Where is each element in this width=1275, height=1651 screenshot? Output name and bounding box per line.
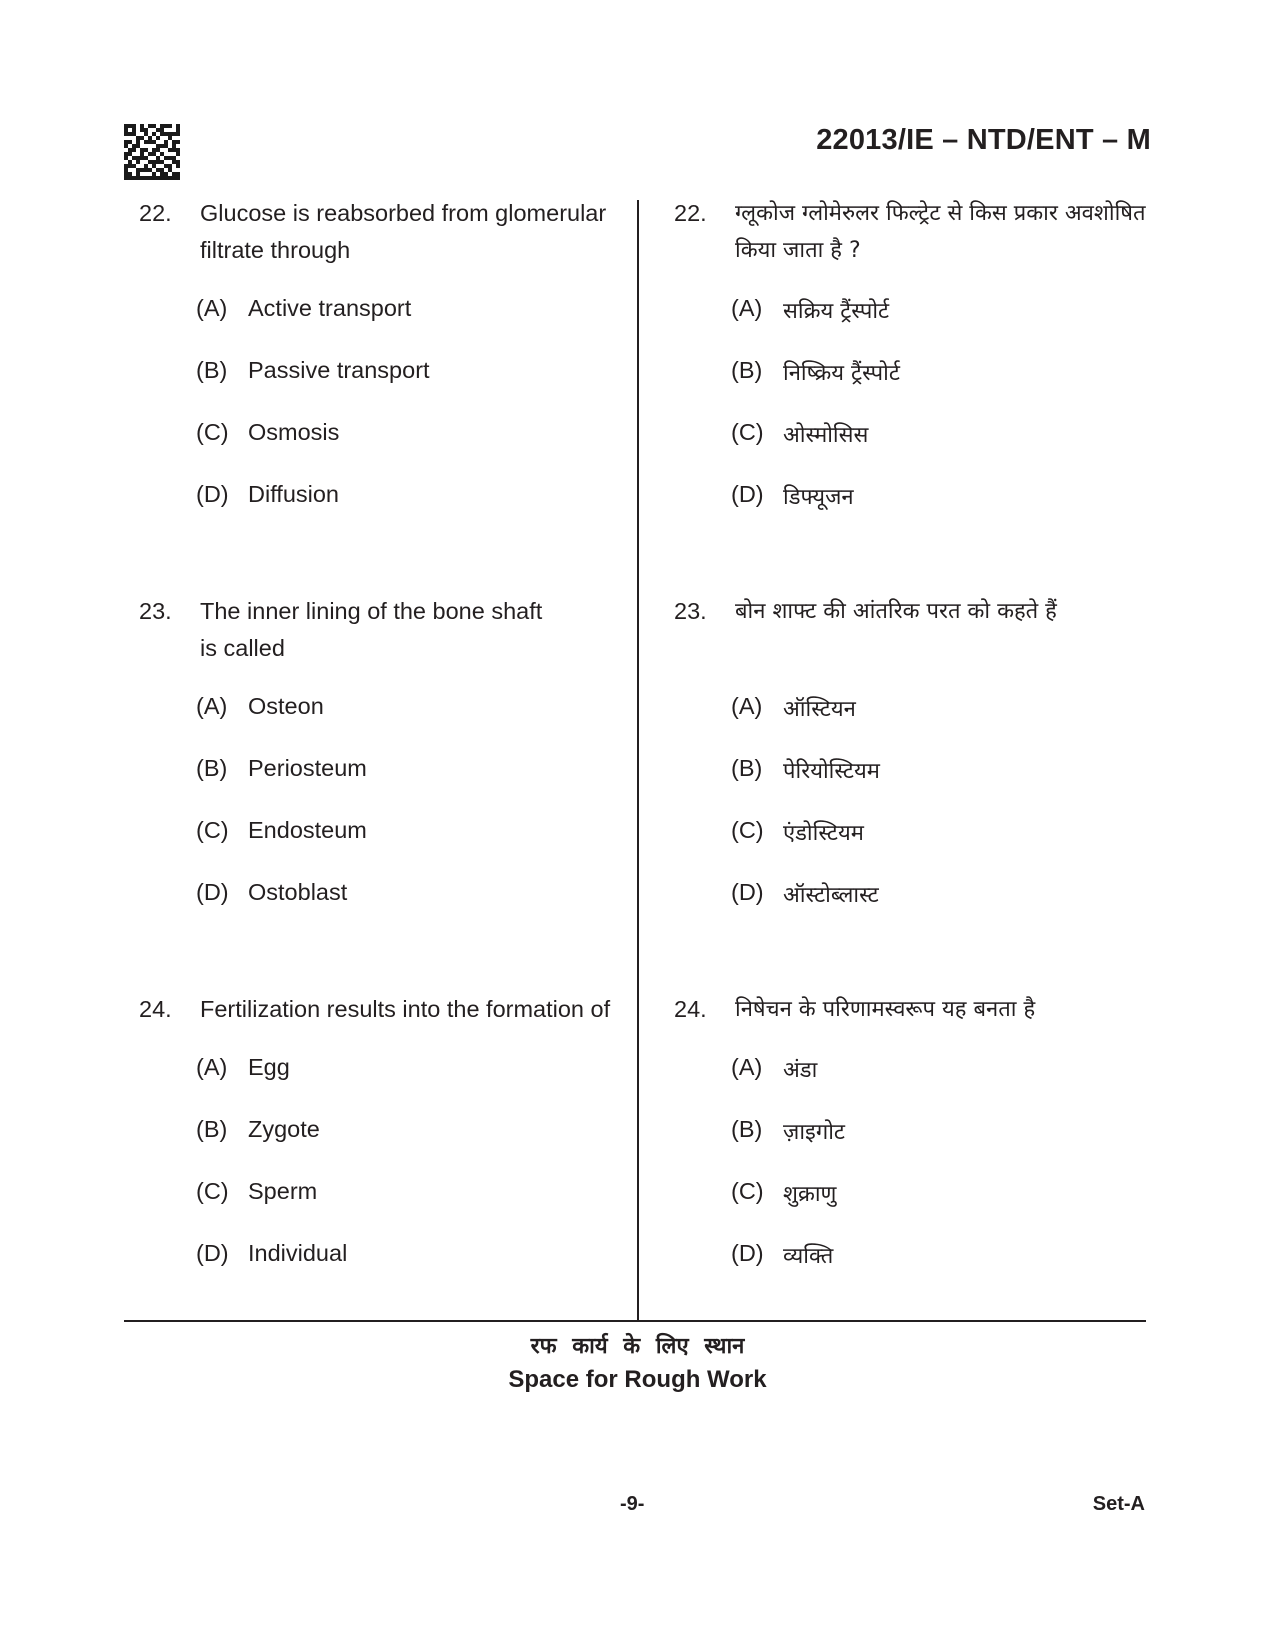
option-letter: (D) bbox=[731, 879, 764, 905]
option-a[interactable] bbox=[731, 1054, 1154, 1116]
option-text: Periosteum bbox=[248, 755, 367, 781]
question-text-line: Fertilization results into the formation of bbox=[200, 996, 611, 1022]
option-a[interactable] bbox=[196, 1054, 629, 1116]
question-number: 22. bbox=[674, 200, 707, 226]
option-text: Individual bbox=[248, 1240, 348, 1266]
option-d[interactable] bbox=[196, 879, 629, 941]
question-24-en bbox=[139, 991, 629, 1302]
option-b[interactable] bbox=[731, 755, 1154, 817]
option-text: सक्रिय ट्रैंस्पोर्ट bbox=[783, 299, 890, 324]
question-text-line: बोन शाफ्ट की आंतरिक परत को कहते हैं bbox=[735, 599, 1057, 624]
option-text: Sperm bbox=[248, 1178, 318, 1204]
question-text-line: is called bbox=[200, 635, 285, 661]
question-text-line: filtrate through bbox=[200, 237, 351, 263]
option-text: ऑस्टोब्लास्ट bbox=[783, 883, 879, 908]
option-text: पेरियोस्टियम bbox=[783, 759, 880, 784]
option-b[interactable] bbox=[731, 357, 1154, 419]
option-text: Active transport bbox=[248, 295, 412, 321]
options-list bbox=[674, 1054, 1154, 1302]
option-a[interactable] bbox=[196, 693, 629, 755]
option-b[interactable] bbox=[196, 755, 629, 817]
option-text: एंडोस्टियम bbox=[783, 821, 864, 846]
option-letter: (A) bbox=[731, 1054, 763, 1080]
option-text: Endosteum bbox=[248, 817, 367, 843]
option-letter: (A) bbox=[196, 1054, 228, 1080]
question-23-hi bbox=[674, 593, 1154, 941]
option-text: शुक्राणु bbox=[783, 1182, 837, 1207]
question-24-hi bbox=[674, 991, 1154, 1302]
option-letter: (D) bbox=[731, 1240, 764, 1266]
question-number: 22. bbox=[139, 200, 172, 226]
option-letter: (D) bbox=[731, 481, 764, 507]
options-list bbox=[674, 693, 1154, 941]
option-text: Zygote bbox=[248, 1116, 320, 1142]
option-letter: (A) bbox=[196, 693, 228, 719]
options-list bbox=[674, 295, 1154, 543]
set-label: Set-A bbox=[1092, 1493, 1145, 1515]
option-letter: (A) bbox=[731, 693, 763, 719]
option-letter: (C) bbox=[731, 419, 764, 445]
rough-work-label-english: Space for Rough Work bbox=[508, 1366, 767, 1393]
question-text-line: किया जाता है ? bbox=[735, 238, 861, 263]
question-text-spacer bbox=[735, 630, 1154, 667]
option-letter: (A) bbox=[731, 295, 763, 321]
rough-work-label-hindi: रफ कार्य के लिए स्थान bbox=[530, 1334, 745, 1359]
question-text-line: The inner lining of the bone shaft bbox=[200, 598, 543, 624]
option-text: Ostoblast bbox=[248, 879, 348, 905]
question-text-line: निषेचन के परिणामस्वरूप यह बनता है bbox=[735, 997, 1036, 1022]
option-letter: (C) bbox=[196, 419, 229, 445]
option-letter: (A) bbox=[196, 295, 228, 321]
question-text bbox=[735, 195, 1154, 269]
option-a[interactable] bbox=[731, 693, 1154, 755]
option-letter: (B) bbox=[731, 755, 763, 781]
option-text: ज़ाइगोट bbox=[783, 1120, 845, 1145]
question-number: 24. bbox=[139, 996, 172, 1022]
options-list bbox=[139, 693, 629, 941]
column-divider bbox=[637, 200, 639, 1320]
option-letter: (B) bbox=[731, 1116, 763, 1142]
qr-code bbox=[124, 124, 180, 180]
option-c[interactable] bbox=[196, 1178, 629, 1240]
option-a[interactable] bbox=[196, 295, 629, 357]
option-c[interactable] bbox=[196, 817, 629, 879]
option-letter: (C) bbox=[731, 1178, 764, 1204]
question-text-line: Glucose is reabsorbed from glomerular bbox=[200, 200, 607, 226]
option-a[interactable] bbox=[731, 295, 1154, 357]
option-letter: (B) bbox=[196, 357, 228, 383]
option-c[interactable] bbox=[196, 419, 629, 481]
option-text: निष्क्रिय ट्रैंस्पोर्ट bbox=[783, 361, 900, 386]
option-b[interactable] bbox=[196, 357, 629, 419]
option-text: अंडा bbox=[783, 1058, 818, 1083]
option-text: Egg bbox=[248, 1054, 290, 1080]
option-c[interactable] bbox=[731, 419, 1154, 481]
option-text: Osmosis bbox=[248, 419, 340, 445]
option-text: व्यक्ति bbox=[783, 1244, 834, 1269]
question-number: 24. bbox=[674, 996, 707, 1022]
question-22-en bbox=[139, 195, 629, 543]
question-text-line: ग्लूकोज ग्लोमेरुलर फिल्ट्रेट से किस प्रकार अवशोषित bbox=[735, 201, 1146, 226]
option-text: Passive transport bbox=[248, 357, 430, 383]
question-23-en bbox=[139, 593, 629, 941]
option-letter: (C) bbox=[731, 817, 764, 843]
options-list bbox=[139, 1054, 629, 1302]
question-number: 23. bbox=[139, 598, 172, 624]
paper-code: 22013/IE – NTD/ENT – M bbox=[816, 124, 1151, 156]
option-d[interactable] bbox=[731, 879, 1154, 941]
page-number: -9- bbox=[620, 1493, 645, 1515]
option-letter: (B) bbox=[731, 357, 763, 383]
rough-work-divider bbox=[124, 1320, 1146, 1322]
option-text: डिफ्यूजन bbox=[783, 485, 854, 510]
question-22-hi bbox=[674, 195, 1154, 543]
question-text bbox=[200, 195, 629, 269]
option-letter: (D) bbox=[196, 481, 229, 507]
option-text: ऑस्टियन bbox=[783, 697, 856, 722]
question-text bbox=[200, 991, 629, 1028]
options-list bbox=[139, 295, 629, 543]
option-letter: (C) bbox=[196, 1178, 229, 1204]
option-letter: (B) bbox=[196, 755, 228, 781]
option-text: Osteon bbox=[248, 693, 324, 719]
question-text bbox=[200, 593, 629, 667]
option-text: ओस्मोसिस bbox=[783, 423, 869, 448]
question-text bbox=[735, 593, 1154, 667]
option-c[interactable] bbox=[731, 1178, 1154, 1240]
option-d[interactable] bbox=[196, 1240, 629, 1302]
option-text: Diffusion bbox=[248, 481, 340, 507]
option-letter: (D) bbox=[196, 879, 229, 905]
option-c[interactable] bbox=[731, 817, 1154, 879]
option-b[interactable] bbox=[196, 1116, 629, 1178]
question-number: 23. bbox=[674, 598, 707, 624]
question-text bbox=[735, 991, 1154, 1028]
option-letter: (B) bbox=[196, 1116, 228, 1142]
option-b[interactable] bbox=[731, 1116, 1154, 1178]
option-d[interactable] bbox=[731, 481, 1154, 543]
option-d[interactable] bbox=[731, 1240, 1154, 1302]
option-letter: (D) bbox=[196, 1240, 229, 1266]
option-letter: (C) bbox=[196, 817, 229, 843]
option-d[interactable] bbox=[196, 481, 629, 543]
